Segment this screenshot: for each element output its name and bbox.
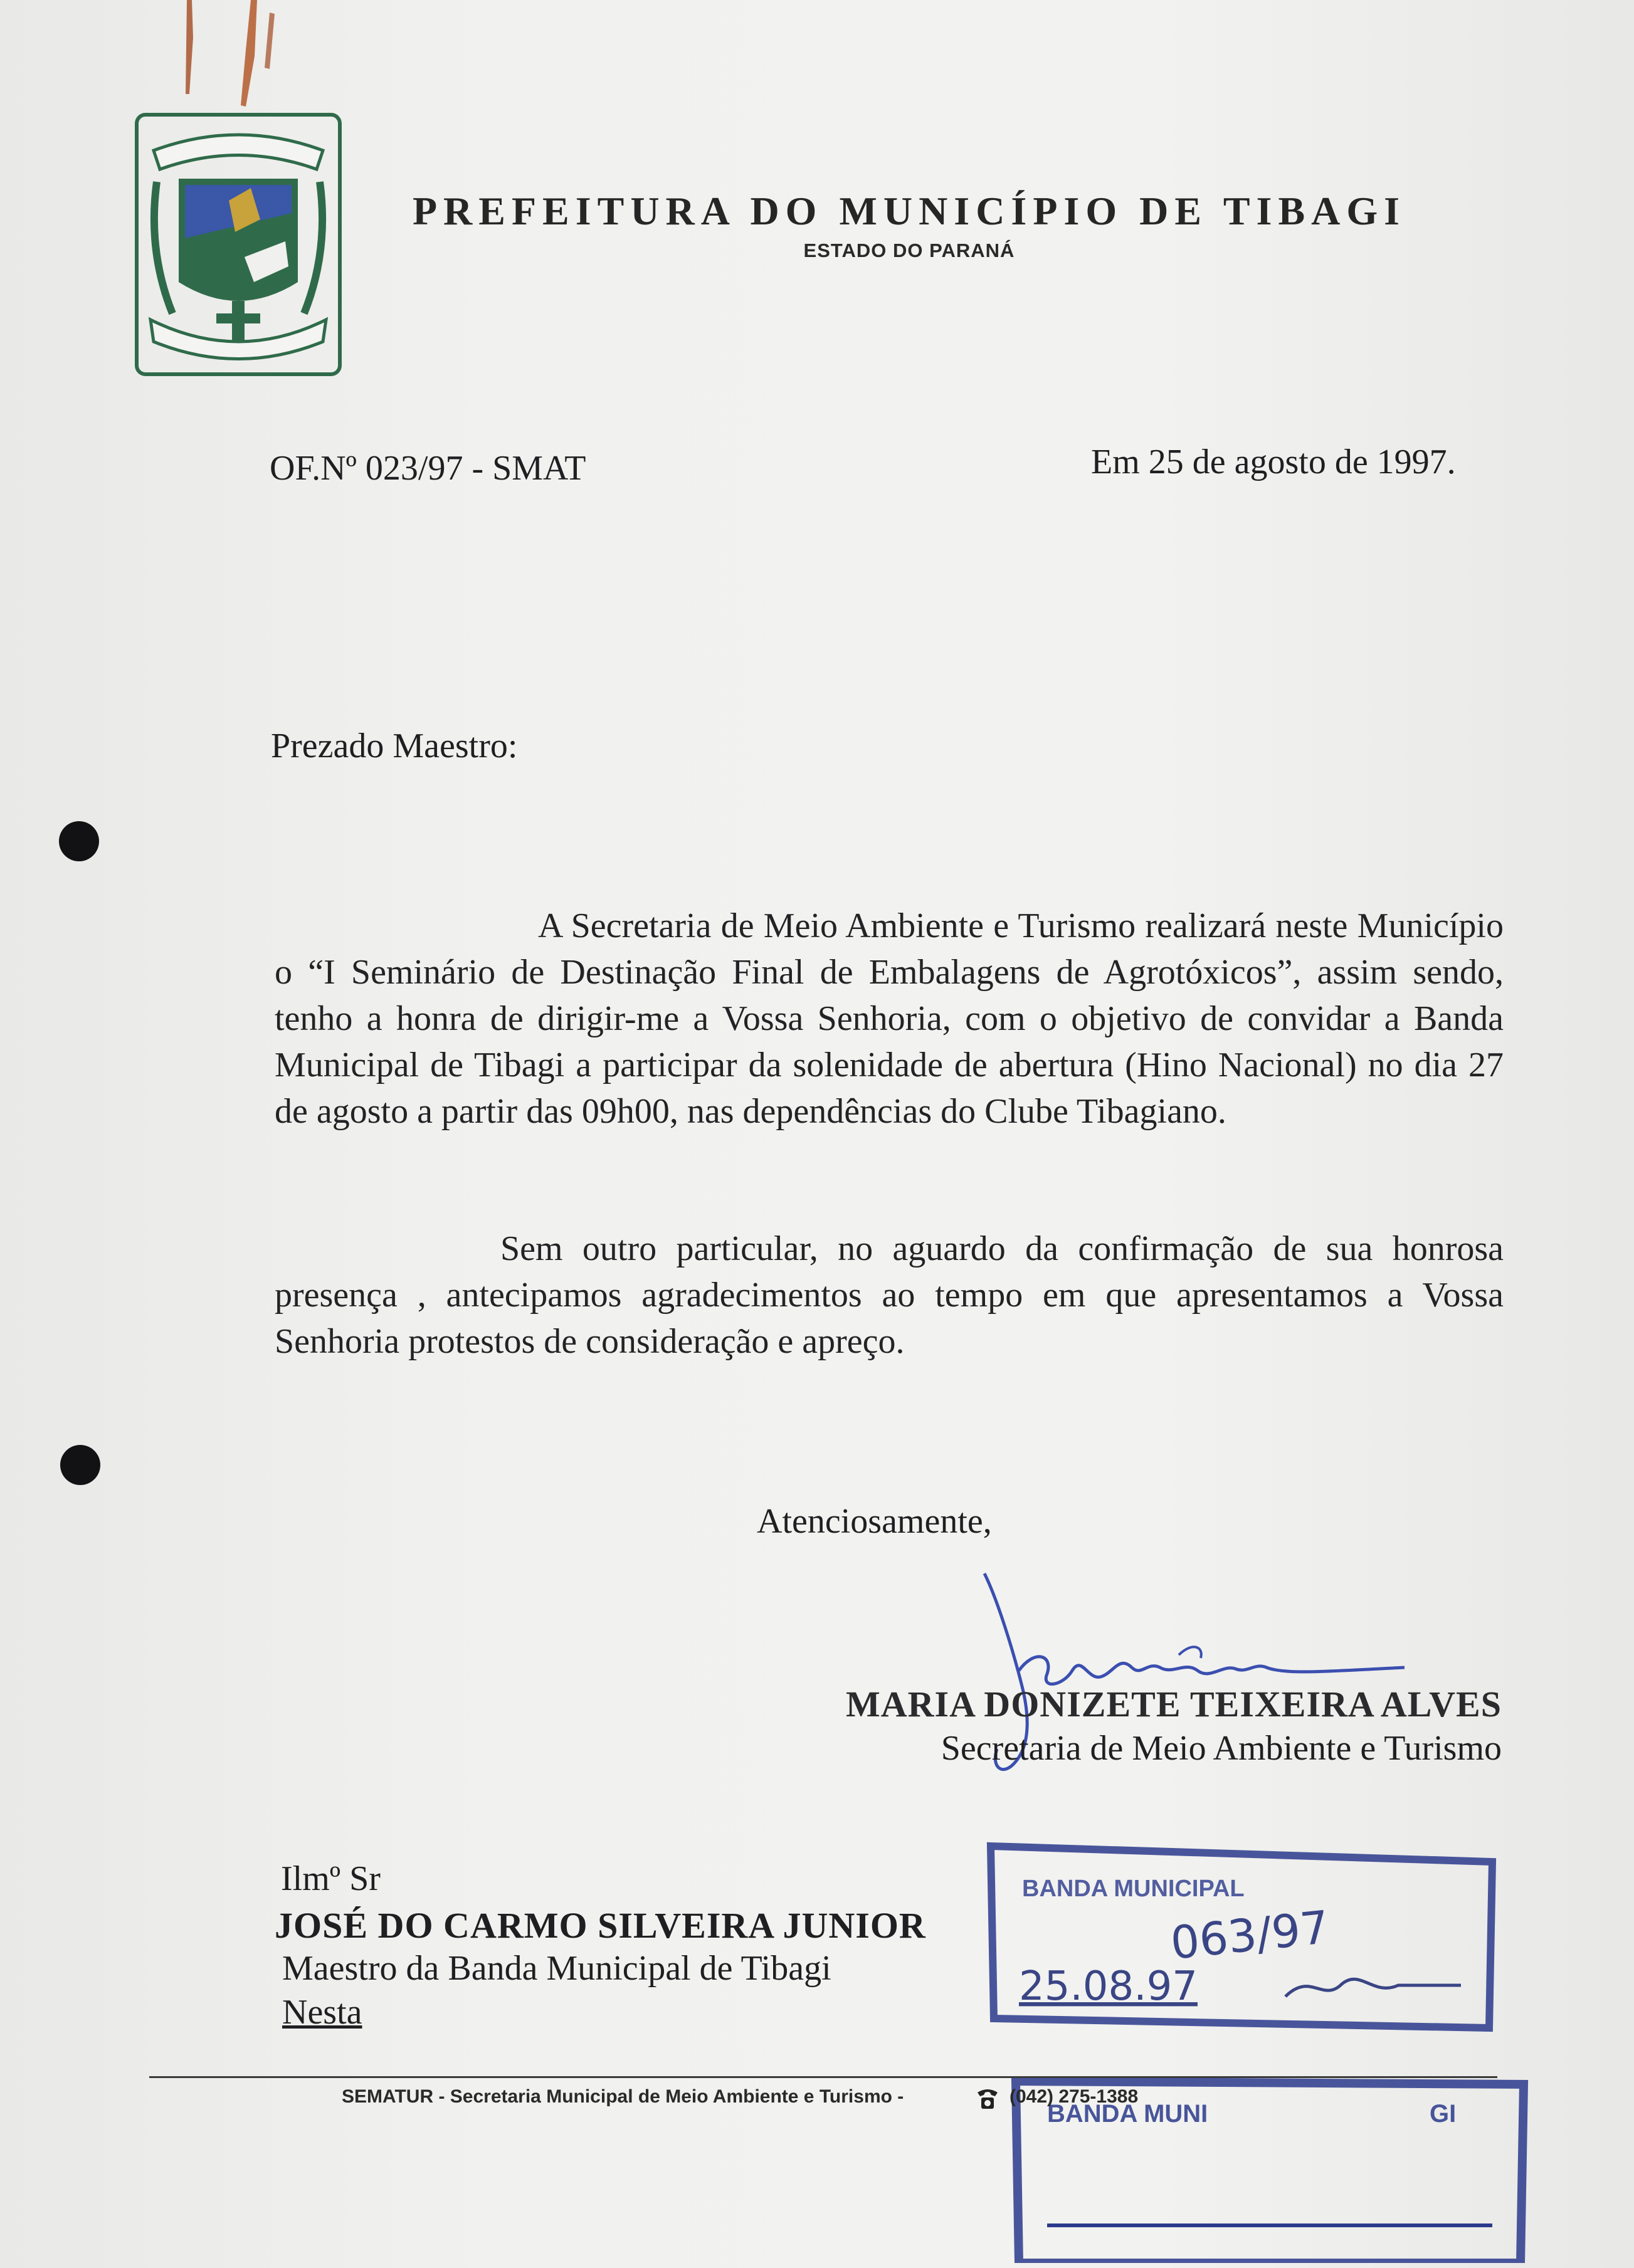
body-paragraph-1-text: A Secretaria de Meio Ambiente e Turismo realizará neste Município o “I Seminário de Destinação Final de Embalagens de Agrotóxicos”, assim sendo, tenho a honra de dirigir-me a Vossa Senhoria, com o objetivo de convidar a Banda Municipal de Tibagi a participar da solenidade de abertura (Hino Nacional) no dia 27 de agosto a partir das 09h00, nas dependências do Clube Tibagiano. (275, 906, 1504, 1131)
recipient-name: JOSÉ DO CARMO SILVEIRA JUNIOR (275, 1905, 926, 1946)
signatory-role: Secretaria de Meio Ambiente e Turismo (941, 1729, 1502, 1768)
rust-stain (176, 0, 288, 119)
body-paragraph-2 (275, 1226, 1504, 1365)
document-reference: OF.Nº 023/97 - SMAT (270, 449, 586, 488)
state-subtitle: ESTADO DO PARANÁ (803, 239, 1015, 261)
svg-text:063/97: 063/97 (1168, 1900, 1332, 1970)
body-paragraph-1 (275, 903, 1504, 1135)
greeting: Prezado Maestro: (271, 727, 518, 765)
punch-hole (60, 1445, 100, 1485)
closing: Atenciosamente, (757, 1502, 992, 1541)
svg-text:BANDA MUNICIPAL: BANDA MUNICIPAL (1022, 1876, 1245, 1902)
letter-date: Em 25 de agosto de 1997. (1091, 443, 1456, 481)
municipality-title: PREFEITURA DO MUNICÍPIO DE TIBAGI (412, 189, 1406, 233)
svg-text:GI: GI (1430, 2100, 1457, 2128)
received-stamp (984, 1840, 1499, 2040)
signatory-name: MARIA DONIZETE TEIXEIRA ALVES (846, 1684, 1502, 1725)
footer-phone: (042) 275-1388 (1009, 2086, 1139, 2107)
municipal-crest-icon (135, 113, 342, 376)
body-paragraph-2-text: Sem outro particular, no aguardo da confirmação de sua honrosa presença , antecipamos agradecimentos ao tempo em que apresentamos a Vossa Senhoria protestos de consideração e apreço. (275, 1229, 1504, 1361)
svg-text:BANDA MUNI: BANDA MUNI (1047, 2100, 1208, 2128)
recipient-role: Maestro da Banda Municipal de Tibagi (282, 1949, 831, 1988)
recipient-city: Nesta (282, 1993, 362, 2032)
footer-text: SEMATUR - Secretaria Municipal de Meio Ambiente e Turismo - (342, 2086, 904, 2107)
svg-text:25.08.97: 25.08.97 (1019, 1963, 1198, 2010)
recipient-salutation: Ilmº Sr (281, 1859, 381, 1898)
footer-rule (149, 2076, 1497, 2078)
punch-hole (59, 821, 99, 861)
phone-icon (975, 2086, 1000, 2111)
